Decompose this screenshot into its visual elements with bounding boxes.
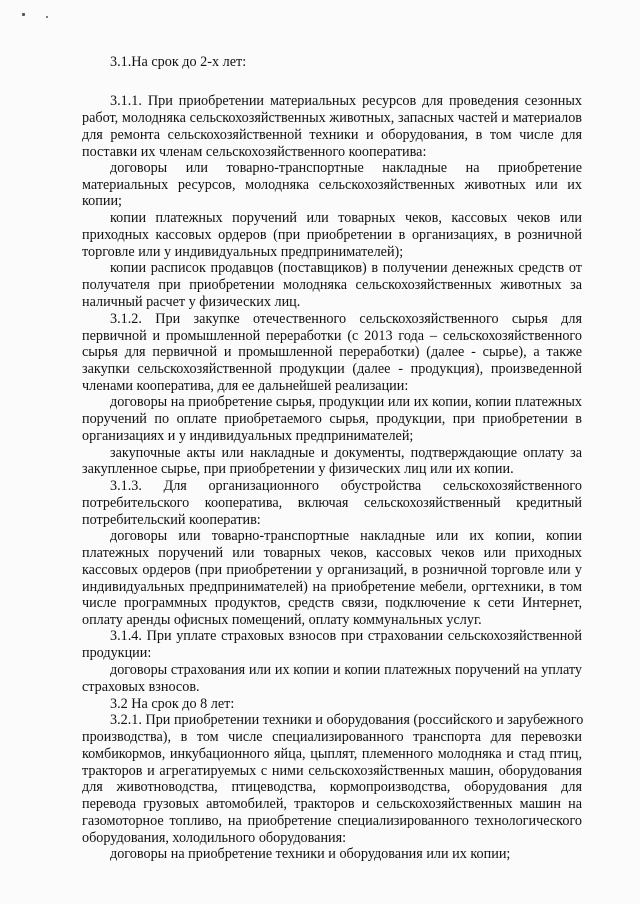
scan-speck <box>46 16 48 18</box>
text-line: копии расписок продавцов (поставщиков) в получении денежных средств от <box>110 260 582 276</box>
text-line: работ, молодняка сельскохозяйственных животных, запасных частей и материалов <box>82 110 582 126</box>
text-line: перевода грузовых автомобилей, тракторов и сельскохозяйственных машин на <box>82 796 582 812</box>
text-line: сырья для первичной и промышленной переработки) (далее - сырье), а также <box>82 344 582 360</box>
text-line: оборудования, холодильного оборудования: <box>82 830 347 846</box>
text-line: поставки их членам сельскохозяйственного кооператива: <box>82 144 427 160</box>
text-line: для ремонта сельскохозяйственной техники и оборудования, в том числе для <box>82 127 582 143</box>
text-line: потребительского кооператива, включая сельскохозяйственный кредитный <box>82 495 582 511</box>
text-line: закупленное сырье, при приобретении у физических лиц или их копии. <box>82 461 514 477</box>
text-line: членами кооператива, для ее дальнейшей реализации: <box>82 378 409 394</box>
text-line: страховых взносов. <box>82 679 200 695</box>
text-line: для животноводства, птицеводства, кормопроизводства, оборудования для <box>82 779 582 795</box>
scan-speck <box>22 13 25 16</box>
text-line: 3.1.3. Для организационного обустройства сельскохозяйственного <box>110 478 582 494</box>
text-line: платежных поручений или товарных чеков, кассовых чеков или приходных <box>82 545 582 561</box>
text-line: числе программных продуктов, средств связи, подключение к сети Интернет, <box>82 595 582 611</box>
text-line: продукции: <box>82 645 152 661</box>
text-line: производства), в том числе специализированного транспорта для перевозки <box>82 729 582 745</box>
section-heading: 3.1.На срок до 2-х лет: <box>110 54 247 70</box>
text-line: копии; <box>82 193 122 209</box>
text-line: закупки сельскохозяйственной продукции (далее - продукция), произведенной <box>82 361 582 377</box>
text-line: наличный расчет у физических лиц. <box>82 294 301 310</box>
text-line: договоры на приобретение техники и оборудования или их копии; <box>110 846 511 862</box>
text-line: оплату аренды офисных помещений, оплату коммунальных услуг. <box>82 612 482 628</box>
text-line: договоры на приобретение сырья, продукции или их копии, копии платежных <box>110 394 582 410</box>
text-line: закупочные акты или накладные и документы, подтверждающие оплату за <box>110 445 582 461</box>
text-line: получателя при приобретении молодняка сельскохозяйственных животных за <box>82 277 582 293</box>
text-line: 3.2.1. При приобретении техники и оборудования (российского и зарубежного <box>110 712 584 728</box>
text-line: материальных ресурсов, молодняка сельскохозяйственных животных или их <box>82 177 582 193</box>
text-line: 3.1.4. При уплате страховых взносов при страховании сельскохозяйственной <box>110 628 582 644</box>
text-line: 3.1.2. При закупке отечественного сельскохозяйственного сырья для <box>110 311 582 327</box>
text-line: договоры страхования или их копии и копии платежных поручений на уплату <box>110 662 582 678</box>
section-heading: 3.2 На срок до 8 лет: <box>110 696 235 712</box>
text-line: копии платежных поручений или товарных чеков, кассовых чеков или <box>110 210 582 226</box>
text-line: первичной и промышленной переработки (с 2013 года – сельскохозяйственного <box>82 328 582 344</box>
text-line: договоры или товарно-транспортные накладные на приобретение <box>110 160 582 176</box>
text-line: 3.1.1. При приобретении материальных ресурсов для проведения сезонных <box>110 93 582 109</box>
text-line: газомоторное топливо, на приобретение специализированного технологического <box>82 813 582 829</box>
text-line: торговле или у индивидуальных предпринимателей); <box>82 244 404 260</box>
text-line: поручений по оплате приобретаемого сырья, продукции, при приобретении в <box>82 411 582 427</box>
text-line: кассовых ордеров (при приобретении у организаций, в розничной торговле или у <box>82 562 582 578</box>
text-line: индивидуальных предпринимателей) на приобретение мебели, оргтехники, в том <box>82 579 582 595</box>
text-line: организациях и у индивидуальных предпринимателей; <box>82 428 414 444</box>
text-line: приходных кассовых ордеров (при приобретении в организациях, в розничной <box>82 227 582 243</box>
text-line: тракторов и агрегатируемых с ними сельскохозяйственных машин, оборудования <box>82 763 582 779</box>
text-line: комбикормов, инкубационного яйца, цыплят, племенного молодняка и стад птиц, <box>82 746 582 762</box>
text-line: договоры или товарно-транспортные накладные или их копии, копии <box>110 528 582 544</box>
text-line: потребительский кооператив: <box>82 512 261 528</box>
